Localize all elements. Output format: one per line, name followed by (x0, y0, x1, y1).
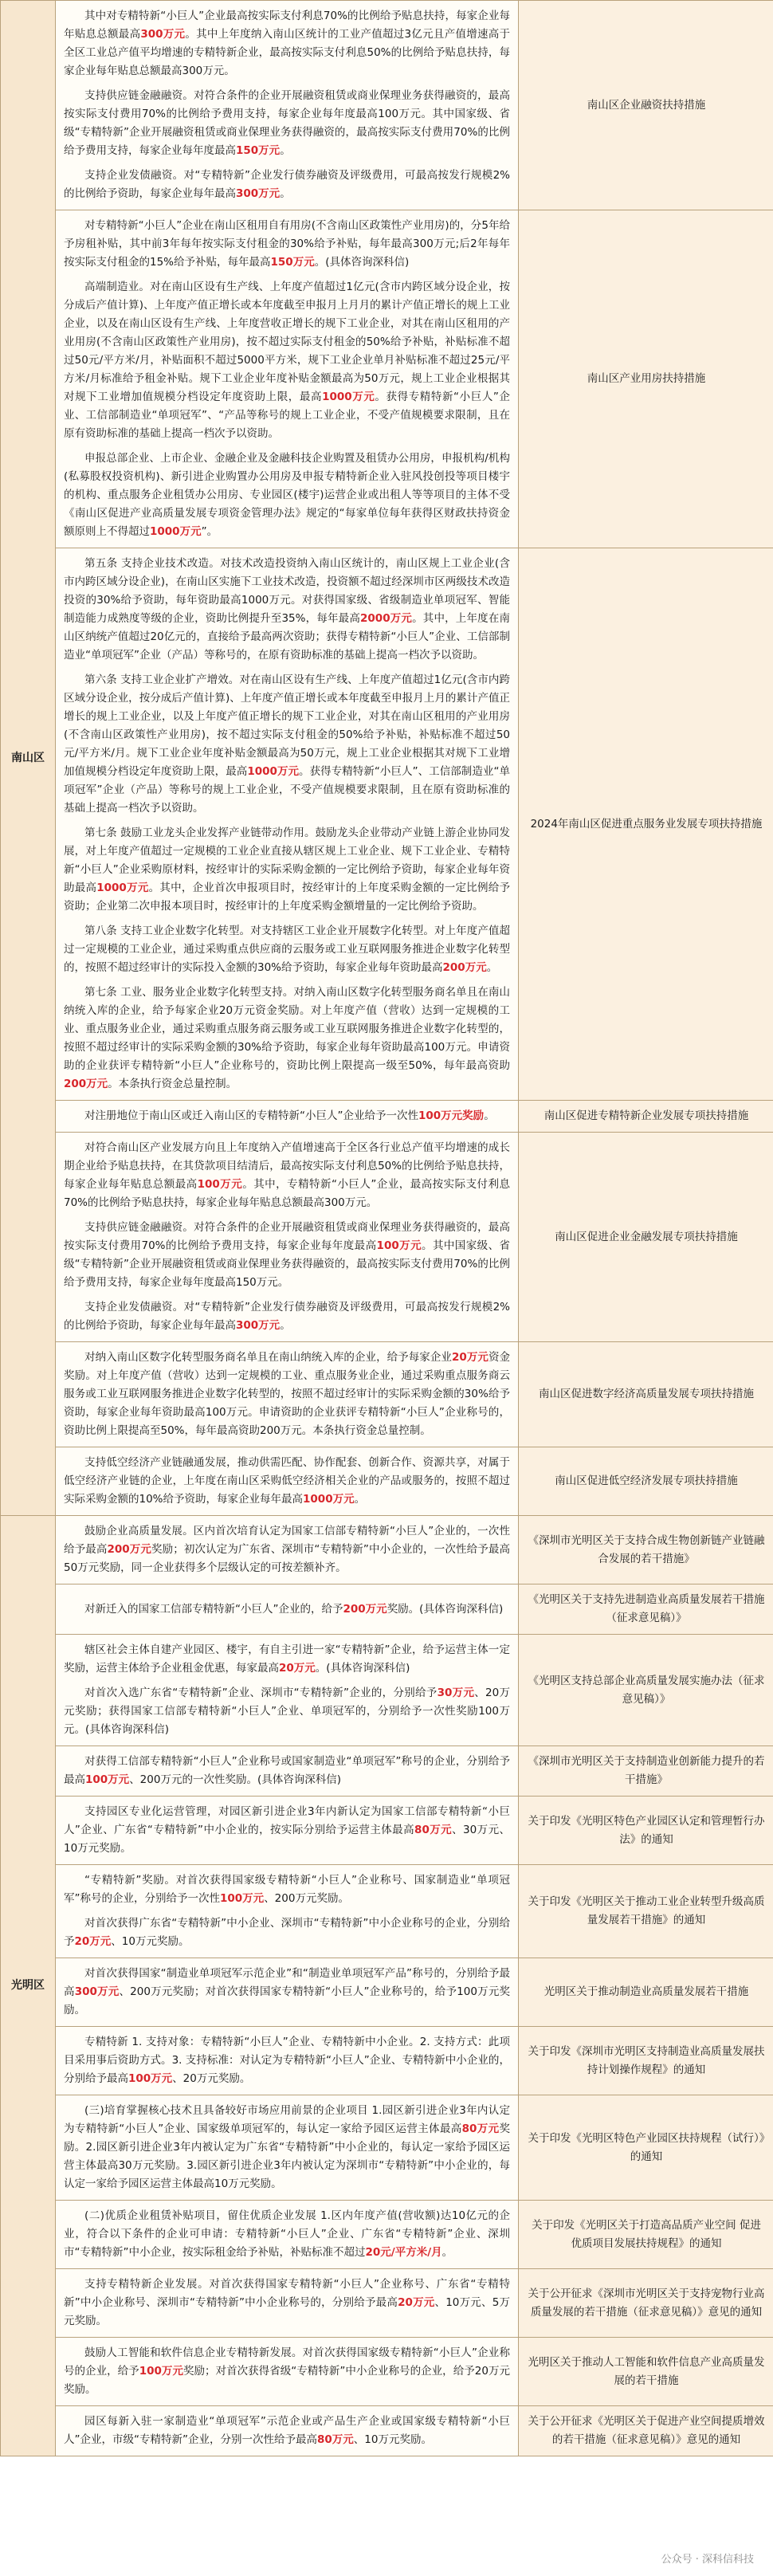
measure-text-tail: 。其中，专精特新“小巨人”企业，最高按实际支付利息70%的比例给予贴息扶持，每家企业每年贴息总额最高300万元。 (64, 1178, 510, 1209)
amount-highlight: 20万元 (279, 1662, 316, 1675)
amount-highlight: 2000万元 (360, 612, 413, 625)
measure-text-tail: 、200万元奖励。 (264, 1892, 349, 1905)
measure-text: 对专精特新“小巨人”企业在南山区租用自有用房(不含南山区政策性产业用房)的，分5年给予房租补贴，其中前3年每年按实际支付租金的30%给予补贴，每年最高300万元;后2年每年按实际支付租金的15%给予补贴，每年最高 (64, 219, 510, 269)
measure-paragraph (64, 2413, 510, 2449)
measure-content-cell (56, 1342, 519, 1447)
measure-text-tail: 奖励。2.园区新引进企业3年内被认定为广东省“专精特新”中小企业的，每认定一家给予园区运营主体最高30万元奖励。3.园区新引进企业3年内被认定为深圳市“专精特新”中小企业的，每认定一家给予园区运营主体最高10万元奖励。 (64, 2122, 510, 2190)
measure-paragraph (64, 1914, 510, 1951)
measure-content-cell (56, 1584, 519, 1635)
policy-name-cell: 关于公开征求《光明区关于促进产业空间提质增效的若干措施（征求意见稿）》意见的通知 (519, 2406, 773, 2456)
table-row (1, 1958, 773, 2027)
measure-text: 支持企业发债融资。对“专精特新”企业发行债券融资及评级费用，可最高按发行规模2%的比例给予资助，每家企业每年最高 (64, 169, 510, 200)
region-cell: 南山区 (1, 1, 56, 1516)
table-row (1, 2269, 773, 2338)
measure-text: 第五条 支持企业技术改造。对技术改造投资纳入南山区统计的，南山区规上工业企业(含市内跨区域分设企业)，在南山区实施下工业技术改造，投资额不超过经深圳市区两级技术改造投资的30%给予资助，每年资助最高1000万元。对获得国家级、省级制造业单项冠军、智能制造能力成熟度等级的企业，资助比例提升至35%，每年最高 (64, 557, 510, 625)
measure-text-tail: 。其中国家级、省级“专精特新”企业开展融资租赁或商业保理业务获得融资的，最高按实际支付费用70%的比例给予费用支持，每家企业每年度最高150万元。 (64, 1239, 511, 1289)
measure-paragraph (64, 1349, 510, 1440)
measure-text-tail: 。(具体咨询深科信) (314, 256, 410, 269)
amount-highlight: 300万元 (140, 28, 186, 41)
measure-text: 支持园区专业化运营管理，对园区新引进企业3年内新认定为国家工信部专精特新“小巨人”企业、广东省“专精特新”中小企业的，按实际分别给予运营主体最高 (64, 1805, 510, 1836)
measure-text-tail: 。本条执行资金总量控制。 (108, 1078, 237, 1090)
policy-name-cell: 光明区关于推动制造业高质量发展若干措施 (519, 1958, 773, 2027)
policy-name-cell: 关于印发《光明区关于打造高品质产业空间 促进优质项目发展扶持规程》的通知 (519, 2201, 773, 2269)
measure-paragraph (64, 1139, 510, 1212)
measure-paragraph (64, 7, 510, 80)
table-row (1, 1797, 773, 1865)
amount-highlight: 200万元 (107, 1543, 152, 1556)
table-row (1, 1746, 773, 1797)
measure-content-cell (56, 1635, 519, 1746)
table-row (1, 1635, 773, 1746)
measure-text: 鼓励人工智能和软件信息企业专精特新发展。对首次获得国家级专精特新“小巨人”企业称号的企业，给予 (64, 2346, 510, 2378)
measure-content-cell (56, 1746, 519, 1797)
policy-name-cell: 关于公开征求《深圳市光明区关于支持宠物行业高质量发展的若干措施（征求意见稿）》意见的通知 (519, 2269, 773, 2338)
measure-paragraph (64, 1107, 510, 1125)
measure-text-tail: 、20万元奖励。 (172, 2072, 251, 2085)
measure-paragraph (64, 1641, 510, 1678)
amount-highlight: 20元/平方米/月 (365, 2246, 442, 2259)
measure-paragraph (64, 167, 510, 203)
measure-text: 第八条 支持工业企业数字化转型。对支持辖区工业企业开展数字化转型。对上年度产值超过一定规模的工业企业，通过采购重点供应商的云服务或工业互联网服务推进企业数字化转型的，按照不超过经审计的实际投入金额的30%给予资助，每家企业每年资助最高 (64, 925, 510, 974)
measure-content-cell (56, 1101, 519, 1133)
measure-text-tail: ”。 (201, 525, 218, 538)
measure-content-cell (56, 1958, 519, 2027)
measure-text-tail: 。获得专精特新“小巨人”企业、工信部制造业“单项冠军”、“产品等称号的规上工业企业，不受产值规模要求限制，且在原有资助标准的基础上提高一档次予以资助。 (64, 391, 510, 440)
measure-text: 对获得工信部专精特新“小巨人”企业称号或国家制造业“单项冠军”称号的企业，分别给予最高 (64, 1755, 510, 1786)
measure-paragraph (64, 2033, 510, 2088)
amount-highlight: 100万元 (220, 1892, 265, 1905)
amount-highlight: 100万元 (85, 1773, 130, 1786)
policy-name-cell: 南山区促进数字经济高质量发展专项扶持措施 (519, 1342, 773, 1447)
measure-content-cell (56, 548, 519, 1101)
measure-paragraph (64, 1298, 510, 1335)
measure-paragraph (64, 1600, 510, 1619)
amount-highlight: 100万元 (376, 1239, 422, 1252)
measure-paragraph (64, 1753, 510, 1789)
measure-text: (三)培育掌握核心技术且具备较好市场应用前景的企业项目 1.园区新引进企业3年内认定为专精特新“小巨人”企业、国家级单项冠军的，每认定一家给予园区运营主体最高 (64, 2104, 510, 2135)
table-row (1, 2095, 773, 2201)
amount-highlight: 80万元 (414, 1824, 453, 1836)
table-row (1, 1101, 773, 1133)
measure-content-cell (56, 2027, 519, 2095)
amount-highlight: 1000万元 (247, 765, 300, 778)
measure-text: 对符合南山区产业发展方向且上年度纳入产值增速高于全区各行业总产值平均增速的成长期企业给予贴息扶持，在其贷款项目结清后，最高按实际支付利息50%的比例给予贴息扶持，每家企业每年贴息总额最高 (64, 1141, 510, 1191)
measure-text: 对新迁入的国家工信部专精特新“小巨人”企业的，给予 (84, 1602, 343, 1616)
measure-text-tail: 奖励；初次认定为广东省、深圳市“专精特新”中小企业的，一次性给予最高50万元奖励，同一企业获得多个层级认定的可按差额补齐。 (64, 1543, 510, 1574)
measure-text: 专精特新 1. 支持对象：专精特新“小巨人”企业、专精特新中小企业。2. 支持方式：此项目采用事后资助方式。3. 支持标准：对认定为专精特新“小巨人”企业、专精特新中小企业的，分别给予最高 (64, 2036, 510, 2085)
policy-name-cell: 《深圳市光明区关于支持合成生物创新链产业链融合发展的若干措施》 (519, 1516, 773, 1584)
measure-text-tail: 。 (354, 1493, 366, 1506)
measure-paragraph (64, 278, 510, 443)
amount-highlight: 300万元 (74, 1985, 120, 1998)
measure-text-tail: 奖励。(具体咨询深科信) (386, 1602, 504, 1616)
measure-text: (二)优质企业租赁补贴项目，留住优质企业发展 1.区内年度产值(营收额)达10亿元的企业，符合以下条件的企业可申请：专精特新“小巨人”企业、广东省“专精特新”企业、深圳市“专精特新”中小企业，按实际租金给予补贴，补贴标准不超过 (64, 2209, 510, 2259)
measure-text: 对首次获得国家“制造业单项冠军示范企业”和“制造业单项冠军产品”称号的，分别给予最高 (64, 1967, 510, 1998)
measure-text: 支持企业发债融资。对“专精特新”企业发行债券融资及评级费用，可最高按发行规模2%的比例给予资助，每家企业每年最高 (64, 1301, 510, 1332)
measure-content-cell (56, 2269, 519, 2338)
table-row (1, 2406, 773, 2456)
amount-highlight: 300万元 (236, 187, 281, 200)
measure-text-tail: 资金奖励。对上年度产值（营收）达到一定规模的工业、重点服务业企业，通过采购重点服务商云服务或工业互联网服务推进企业数字化转型的，按照不超过经审计的实际采购金额的30%给予资助，每家企业每年资助最高100万元。申请资助的企业获评专精特新“小巨人”企业称号的，资助比例上限提高至50%，每年最高资助200万元。本条执行资金总量控制。 (64, 1351, 511, 1437)
amount-highlight: 150万元 (236, 144, 281, 157)
amount-highlight: 100万元奖励 (418, 1109, 485, 1122)
amount-highlight: 80万元 (461, 2122, 500, 2135)
policy-name-cell: 南山区产业用房扶持措施 (519, 210, 773, 548)
measure-text: 辖区社会主体自建产业园区、楼宇，有自主引进一家“专精特新”企业，给予运营主体一定奖励，运营主体给予企业租金优惠，每家最高 (64, 1643, 510, 1675)
measure-text: 第七条 鼓励工业龙头企业发挥产业链带动作用。鼓励龙头企业带动产业链上游企业协同发展，对上年度产值超过一定规模的工业企业直接从辖区规上工业企业、规下工业企业、专精特新“小巨人”企业采购原材料，按经审计的实际采购金额的一定比例给予资助，每家企业每年资助最高 (64, 827, 510, 894)
measure-text: 对首次入选广东省“专精特新”企业、深圳市“专精特新”企业的，分别给予 (84, 1687, 438, 1699)
measure-paragraph (64, 1871, 510, 1908)
amount-highlight: 150万元 (270, 256, 315, 269)
measure-text: 第七条 工业、服务业企业数字化转型支持。对纳入南山区数字化转型服务商名单且在南山纳统入库的企业，给予每家企业20万元资金奖励。对上年度产值（营收）达到一定规模的工业、重点服务业企业，通过采购重点服务商云服务或工业互联网服务推进企业数字化转型的，按照不超过经审计的实际采购金额的30%给予资助，每家企业每年资助最高100万元。申请资助的企业获评专精特新“小巨人”企业称号的，资助比例上限提高一级至50%，每年最高资助 (64, 986, 510, 1072)
measure-paragraph (64, 2102, 510, 2193)
measure-text-tail: 。 (280, 187, 291, 200)
policy-name-cell: 《光明区支持总部企业高质量发展实施办法（征求意见稿）》 (519, 1635, 773, 1746)
measure-text-tail: 。其中，企业首次申报项目时，按经审计的上年度采购金额的一定比例给予资助；企业第二次申报本项目时，按经审计的上年度采购金额增量的一定比例给予资助。 (64, 882, 511, 913)
amount-highlight: 80万元 (316, 2433, 354, 2446)
measure-paragraph (64, 1522, 510, 1577)
policy-name-cell: 南山区企业融资扶持措施 (519, 1, 773, 210)
measure-paragraph (64, 984, 510, 1094)
amount-highlight: 20万元 (398, 2296, 435, 2309)
region-cell: 光明区 (1, 1516, 56, 2456)
amount-highlight: 100万元 (128, 2072, 173, 2085)
measure-text-tail: 。 (280, 1319, 291, 1332)
measure-paragraph (64, 671, 510, 818)
watermark: 公众号 · 深科信科技 (653, 2547, 762, 2569)
measure-paragraph (64, 1965, 510, 2020)
policy-name-cell: 关于印发《光明区特色产业园区扶持规程（试行）》的通知 (519, 2095, 773, 2201)
measure-paragraph (64, 1219, 510, 1292)
amount-highlight: 300万元 (236, 1319, 281, 1332)
policy-name-cell: 南山区促进企业金融发展专项扶持措施 (519, 1133, 773, 1342)
measure-text-tail: 、10万元奖励。 (353, 2433, 432, 2446)
table-row (1, 548, 773, 1101)
table-row (1, 2338, 773, 2406)
measure-paragraph (64, 1684, 510, 1739)
policy-name-cell: 关于印发《光明区关于推动工业企业转型升级高质量发展若干措施》的通知 (519, 1865, 773, 1958)
measure-text: 支持低空经济产业链融通发展，推动供需匹配、协作配套、创新合作、资源共享，对属于低空经济产业链的企业，上年度在南山区采购低空经济相关企业的产品或服务的，按照不超过实际采购金额的10%给予资助，每家企业每年最高 (64, 1456, 510, 1506)
measure-text: “专精特新”奖励。对首次获得国家级专精特新“小巨人”企业称号、国家制造业“单项冠军”称号的企业，分别给予一次性 (64, 1874, 510, 1905)
measure-content-cell (56, 1516, 519, 1584)
measure-paragraph (64, 450, 510, 541)
measure-paragraph (64, 555, 510, 665)
measure-text-tail: 。其中上年度纳入南山区统计的工业产值超过3亿元且产值增速高于全区工业总产值平均增速的专精特新企业，最高按实际支付利息50%的比例给予贴息扶持，每家企业每年贴息总额最高300万元。 (64, 28, 510, 77)
measure-text: 支持供应链金融融资。对符合条件的企业开展融资租赁或商业保理业务获得融资的，最高按实际支付费用70%的比例给予费用支持，每家企业每年度最高100万元。其中国家级、省级“专精特新”企业开展融资租赁或商业保理业务获得融资的，最高按实际支付费用70%的比例给予费用支持，每家企业每年度最高 (64, 89, 510, 157)
amount-highlight: 1000万元 (303, 1493, 355, 1506)
table-row (1, 1447, 773, 1516)
policy-name-cell: 《光明区关于支持先进制造业高质量发展若干措施（征求意见稿）》 (519, 1584, 773, 1635)
amount-highlight: 20万元 (74, 1935, 112, 1948)
measure-content-cell (56, 1, 519, 210)
measure-text: 其中对专精特新“小巨人”企业最高按实际支付利息70%的比例给予贴息扶持，每家企业每年贴息总额最高 (64, 10, 510, 41)
measure-content-cell (56, 210, 519, 548)
table-row (1, 1584, 773, 1635)
measure-paragraph (64, 922, 510, 977)
measure-text: 高端制造业。对在南山区设有生产线、上年度产值超过1亿元(含市内跨区域分设企业，按分成后产值计算)、上年度产值正增长或本年度截至申报月上月月的累计产值正增长的规上工业企业，以及在南山区设有生产线、上年度营收正增长的规下工业企业，对其在南山区租用的产业用房(不含南山区政策性产业用房)，按不超过实际支付租金的50%给予补贴，补贴标准不超过50元/平方米/月，补贴面积不超过5000平方米，规下工业企业单月补贴标准不超过25元/平方米/月标准给予租金补贴。规下工业企业年度补贴金额最高为50万元，规上工业企业根据其对规下工业增加值规模分档设定年度资助上限，最高 (64, 281, 510, 403)
measure-text: 申报总部企业、上市企业、金融企业及金融科技企业购置及租赁办公用房，申报机构/机构(私募股权投资机构)、新引进企业购置办公用房及申报专精特新企业入驻风投创投等项目楼宇的机构、重点服务企业租赁办公用房、专业园区(楼宇)运营企业或出租人等等项目的主体不受《南山区促进产业高质量发展专项资金管理办法》规定的“每家单位每年获得区财政扶持资金额原则上不得超过 (64, 452, 510, 538)
policy-name-cell: 《深圳市光明区关于支持制造业创新能力提升的若干措施》 (519, 1746, 773, 1797)
measure-content-cell (56, 2201, 519, 2269)
measure-text: 对注册地位于南山区或迁入南山区的专精特新“小巨人”企业给予一次性 (84, 1109, 418, 1122)
measure-text: 第六条 支持工业企业扩产增效。对在南山区设有生产线、上年度产值超过1亿元(含市内跨区域分设企业，按分成后产值计算)、上年度产值正增长或本年度截至申报月上月的累计产值正增长的规上工业企业，以及上年度产值正增长的规下工业企业，对其在南山区租用的产业用房(不含南山区政策性产业用房)，按不超过实际支付租金的50%给予补贴，补贴标准不超过50元/平方米/月。规下工业企业年度补贴金额最高为50万元，规上工业企业根据其对规下工业增加值规模分档设定年度资助上限，最高 (64, 673, 510, 778)
measure-text-tail: 、200万元奖励；对首次获得国家专精特新“小巨人”企业称号的，给予100万元奖励。 (64, 1985, 511, 2016)
measure-text-tail: 、200万元的一次性奖励。(具体咨询深科信) (129, 1773, 341, 1786)
measure-paragraph (64, 217, 510, 272)
table-row (1, 1342, 773, 1447)
measure-text: 支持供应链金融融资。对符合条件的企业开展融资租赁或商业保理业务获得融资的，最高按实际支付费用70%的比例给予费用支持，每家企业每年度最高 (64, 1221, 510, 1252)
measure-text-tail: 。 (486, 961, 498, 974)
measure-content-cell (56, 1133, 519, 1342)
table-row (1, 1516, 773, 1584)
table-row (1, 1, 773, 210)
measure-content-cell (56, 1447, 519, 1516)
amount-highlight: 20万元 (451, 1351, 489, 1364)
amount-highlight: 30万元 (437, 1687, 475, 1699)
table-row (1, 210, 773, 548)
policy-name-cell: 南山区促进专精特新企业发展专项扶持措施 (519, 1101, 773, 1133)
measure-content-cell (56, 2406, 519, 2456)
table-row (1, 2201, 773, 2269)
measure-text: 对纳入南山区数字化转型服务商名单且在南山纳统入库的企业，给予每家企业 (84, 1351, 452, 1364)
measure-paragraph (64, 2344, 510, 2399)
measure-paragraph (64, 1454, 510, 1509)
amount-highlight: 200万元 (343, 1602, 387, 1616)
measure-content-cell (56, 2338, 519, 2406)
measure-content-cell (56, 1797, 519, 1865)
measure-text-tail: 。 (441, 2246, 453, 2259)
measure-text: 园区每新入驻一家制造业“单项冠军”示范企业或产品生产企业或国家级专精特新“小巨人”企业，市级“专精特新”企业，分别一次性给予最高 (64, 2415, 510, 2446)
measure-text-tail: 、20万元奖励；获得国家工信部专精特新“小巨人”企业、单项冠军的，分别给予一次性奖励100万元。(具体咨询深科信) (64, 1687, 510, 1736)
policy-name-cell: 关于印发《深圳市光明区支持制造业高质量发展扶持计划操作规程》的通知 (519, 2027, 773, 2095)
measure-text-tail: 。 (484, 1109, 495, 1122)
amount-highlight: 1000万元 (96, 882, 149, 894)
measure-paragraph (64, 2207, 510, 2262)
measure-text: 支持专精特新企业发展。对首次获得国家专精特新“小巨人”企业称号、广东省“专精特新”中小企业称号、深圳市“专精特新”中小企业称号的，分别给予最高 (64, 2278, 510, 2309)
measure-paragraph (64, 2276, 510, 2331)
amount-highlight: 200万元 (64, 1078, 108, 1090)
table-row (1, 1133, 773, 1342)
measure-text: 鼓励企业高质量发展。区内首次培育认定为国家工信部专精特新“小巨人”企业的，一次性给予最高 (64, 1525, 510, 1556)
policy-name-cell: 光明区关于推动人工智能和软件信息产业高质量发展的若干措施 (519, 2338, 773, 2406)
amount-highlight: 1000万元 (322, 391, 375, 403)
measure-text: 对首次获得广东省“专精特新”中小企业、深圳市“专精特新”中小企业称号的企业，分别给予 (64, 1917, 510, 1948)
measure-text-tail: 。获得专精特新“小巨人”、工信部制造业“单项冠军”企业（产品）等称号的规上工业企业，不受产值规模要求限制，且在原有资助标准的基础上提高一档次予以资助。 (64, 765, 510, 815)
policy-name-cell: 关于印发《光明区特色产业园区认定和管理暂行办法》的通知 (519, 1797, 773, 1865)
measure-content-cell (56, 2095, 519, 2201)
measure-text-tail: 、10万元奖励。 (111, 1935, 190, 1948)
measure-text-tail: 。(具体咨询深科信) (315, 1662, 410, 1675)
measure-content-cell (56, 1865, 519, 1958)
measure-text-tail: 。其中，上年度在南山区纳统产值超过20亿元的，直接给予最高两次资助；获得专精特新“小巨人”企业、工信部制造业“单项冠军”企业（产品）等称号的，在原有资助标准的基础上提高一档次予以资助。 (64, 612, 510, 662)
measure-text-tail: 、10万元、5万元奖励。 (64, 2296, 510, 2327)
amount-highlight: 200万元 (442, 961, 487, 974)
measure-paragraph (64, 824, 510, 916)
measure-text-tail: 奖励；对首次获得省级“专精特新”中小企业称号的企业，给予20万元奖励。 (64, 2365, 510, 2396)
measure-text-tail: 、30万元、10万元奖励。 (64, 1824, 511, 1855)
measure-text-tail: 。 (280, 144, 291, 157)
table-row (1, 2027, 773, 2095)
policy-name-cell: 南山区促进低空经济发展专项扶持措施 (519, 1447, 773, 1516)
table-row (1, 1865, 773, 1958)
measure-paragraph (64, 1803, 510, 1858)
amount-highlight: 100万元 (197, 1178, 243, 1191)
amount-highlight: 100万元 (139, 2365, 183, 2378)
amount-highlight: 1000万元 (150, 525, 202, 538)
policy-name-cell: 2024年南山区促进重点服务业发展专项扶持措施 (519, 548, 773, 1101)
measure-paragraph (64, 87, 510, 160)
